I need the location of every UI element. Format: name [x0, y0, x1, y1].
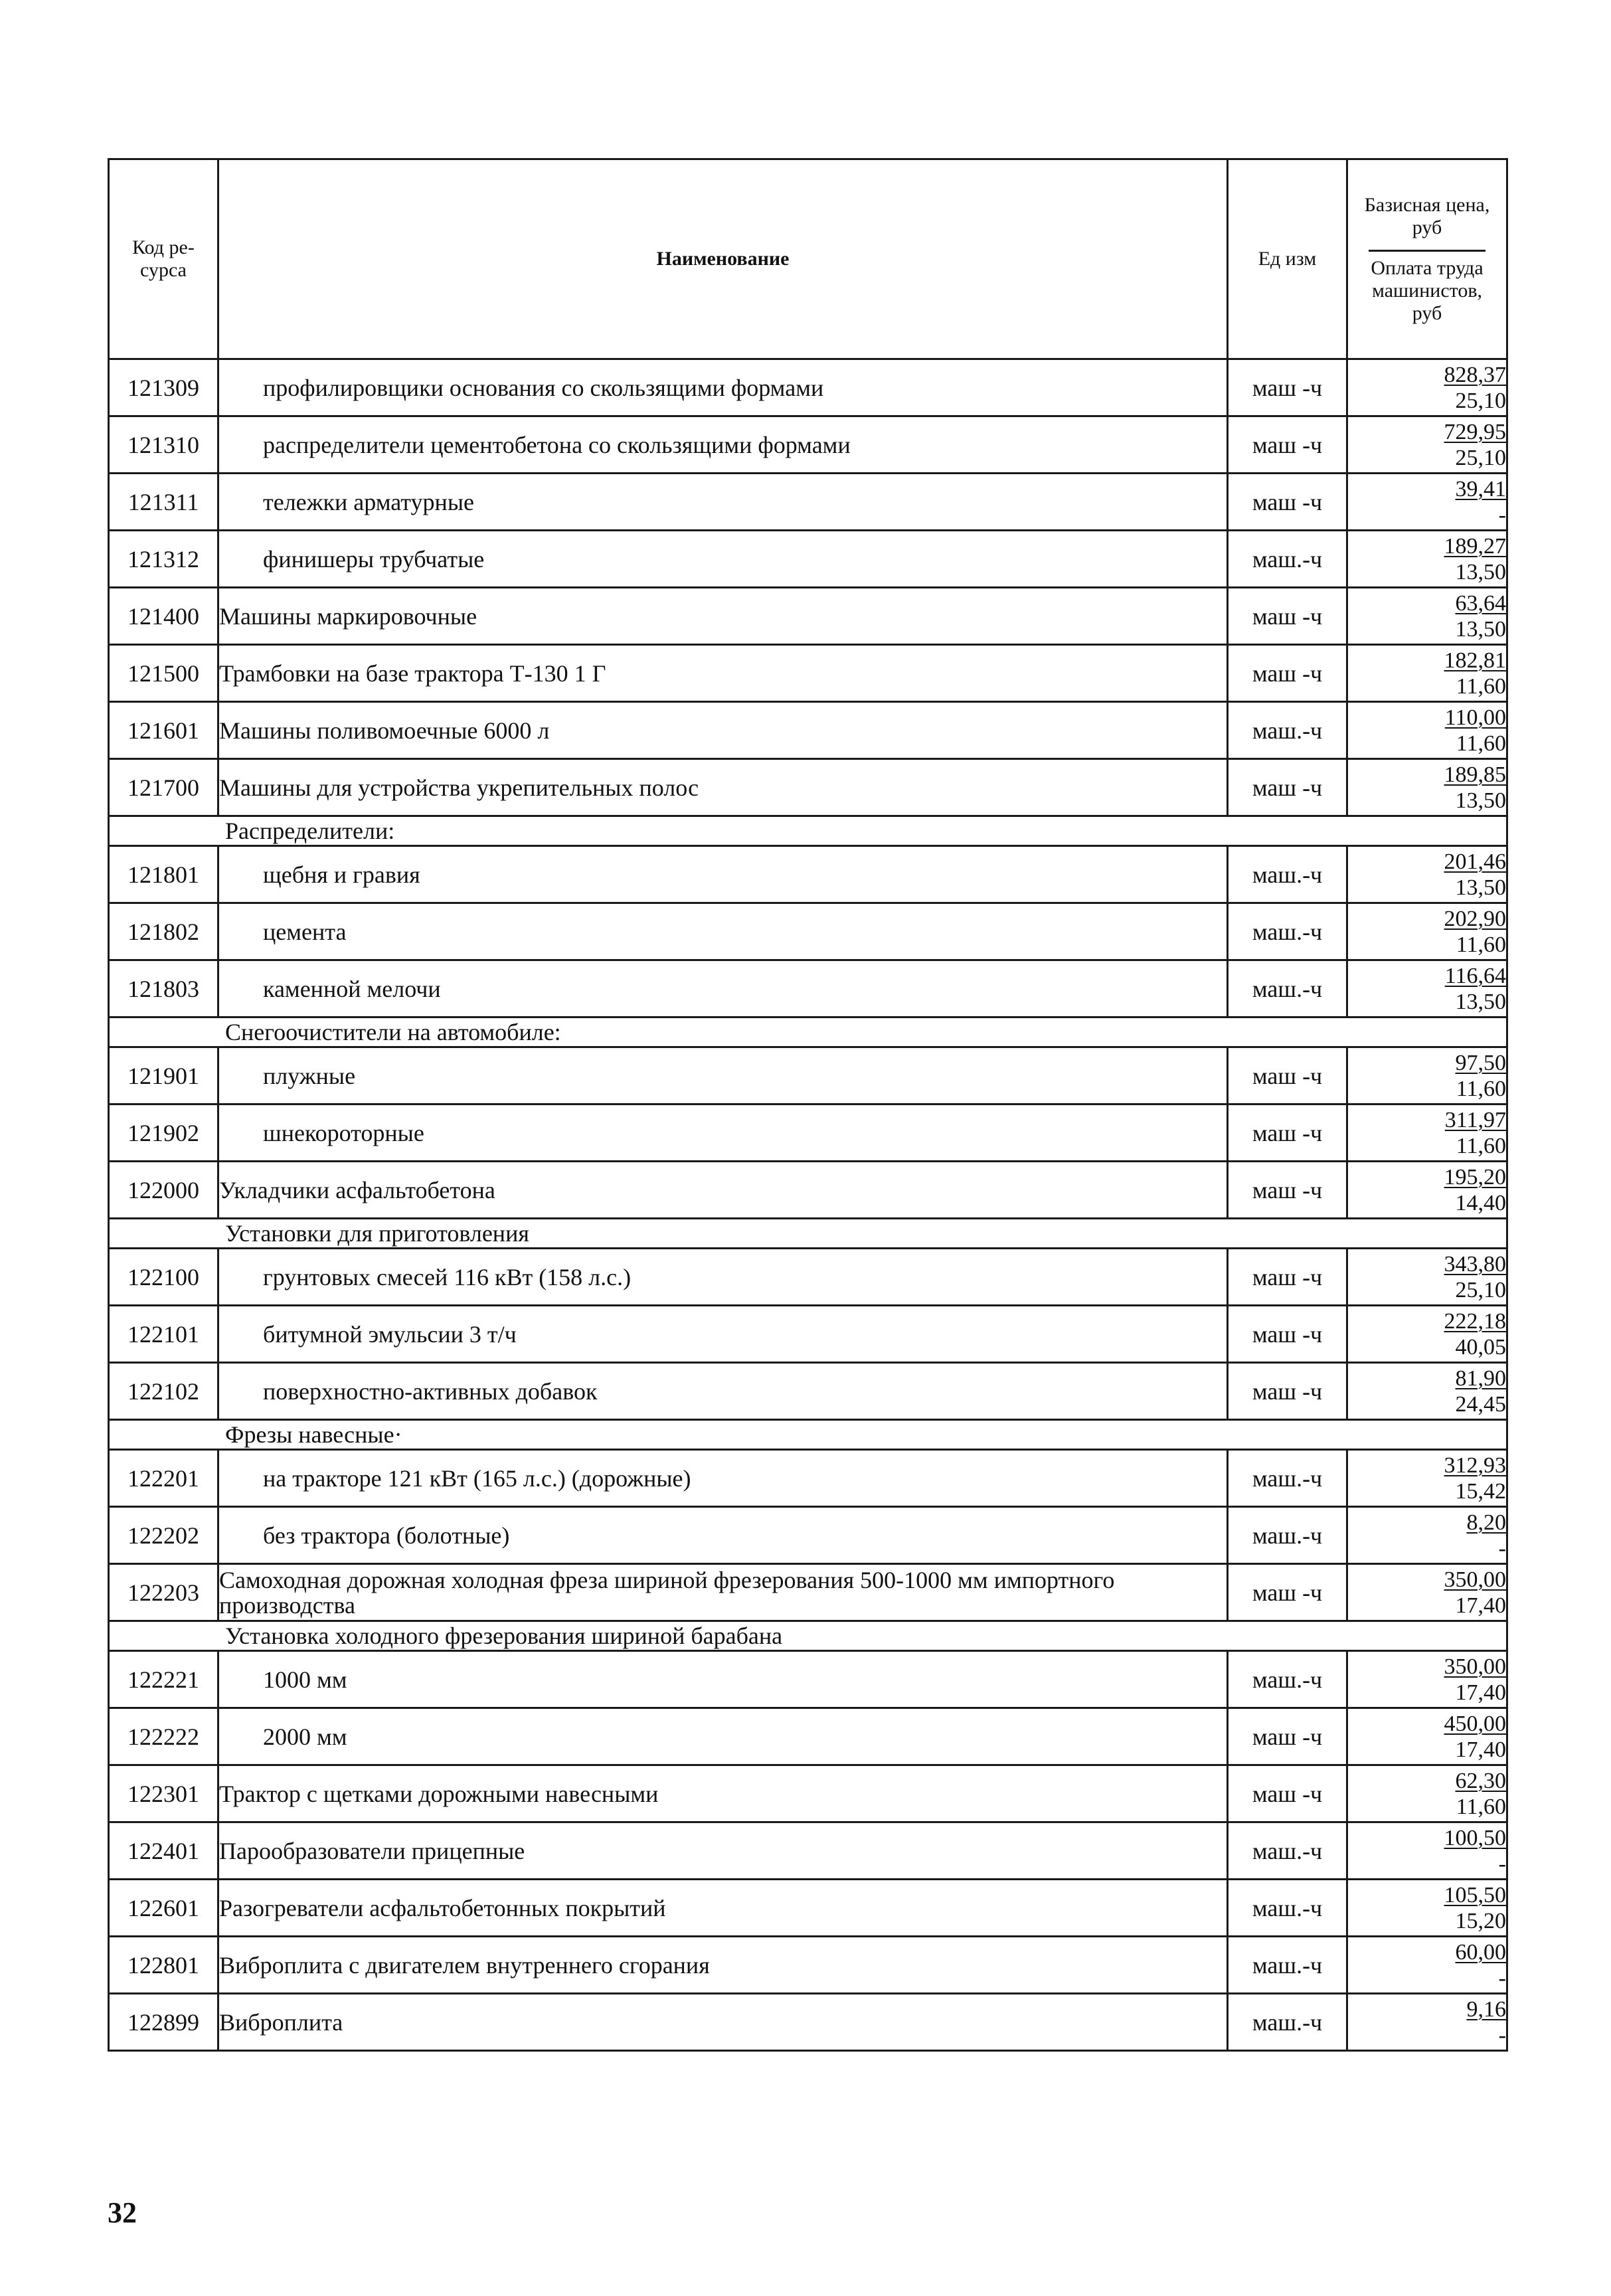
- resource-code: 122203: [109, 1564, 218, 1621]
- price-cell: [1347, 1651, 1507, 1708]
- base-price: 8,20: [1466, 1510, 1506, 1535]
- unit-of-measure: маш.-ч: [1228, 903, 1347, 960]
- price-cell: [1347, 359, 1507, 416]
- operator-wage: -: [1498, 2022, 1506, 2048]
- resource-code: 121801: [109, 846, 218, 903]
- resource-name: 1000 мм: [218, 1651, 1228, 1708]
- resource-name: Машины поливомоечные 6000 л: [218, 702, 1228, 759]
- base-price: 182,81: [1444, 648, 1506, 673]
- resource-code: 121902: [109, 1104, 218, 1162]
- price-cell: [1347, 1249, 1507, 1306]
- table-header-row: [109, 159, 1507, 359]
- price-cell: [1347, 702, 1507, 759]
- unit-of-measure: маш -ч: [1228, 416, 1347, 474]
- table-row: [109, 1450, 1507, 1507]
- resource-code: 122801: [109, 1937, 218, 1994]
- operator-wage: 25,10: [1455, 1277, 1506, 1302]
- resource-code: 121601: [109, 702, 218, 759]
- price-cell: [1347, 531, 1507, 588]
- resource-code: 121901: [109, 1047, 218, 1104]
- header-unit: [1228, 159, 1347, 359]
- resource-code: 121311: [109, 474, 218, 531]
- table-row: [109, 359, 1507, 416]
- base-price: 195,20: [1444, 1164, 1506, 1190]
- table-row: [109, 1047, 1507, 1104]
- price-cell: [1347, 846, 1507, 903]
- price-cell: [1347, 1822, 1507, 1880]
- group-heading: Установки для приготовления: [109, 1219, 1507, 1249]
- price-cell: [1347, 903, 1507, 960]
- resource-code: 122000: [109, 1162, 218, 1219]
- base-price: 312,93: [1444, 1453, 1506, 1478]
- operator-wage: -: [1498, 1536, 1506, 1561]
- unit-of-measure: маш -ч: [1228, 1104, 1347, 1162]
- price-cell: [1347, 1306, 1507, 1363]
- resource-name: Трактор с щетками дорожными навесными: [218, 1765, 1228, 1822]
- resource-name: каменной мелочи: [218, 960, 1228, 1017]
- operator-wage: 14,40: [1455, 1190, 1506, 1215]
- resource-name: Разогреватели асфальтобетонных покрытий: [218, 1880, 1228, 1937]
- resource-code: 122101: [109, 1306, 218, 1363]
- price-cell: [1347, 416, 1507, 474]
- operator-wage: 11,60: [1456, 1794, 1506, 1819]
- group-heading-row: [109, 1621, 1507, 1651]
- resource-name: распределители цементобетона со скользящими формами: [218, 416, 1228, 474]
- unit-of-measure: маш.-ч: [1228, 1450, 1347, 1507]
- unit-of-measure: маш -ч: [1228, 1306, 1347, 1363]
- unit-of-measure: маш -ч: [1228, 588, 1347, 645]
- base-price: 450,00: [1444, 1711, 1506, 1736]
- operator-wage: 11,60: [1456, 731, 1506, 756]
- unit-of-measure: маш -ч: [1228, 1047, 1347, 1104]
- operator-wage: 17,40: [1455, 1680, 1506, 1705]
- unit-of-measure: маш.-ч: [1228, 846, 1347, 903]
- operator-wage: 17,40: [1455, 1737, 1506, 1762]
- table-row: [109, 1162, 1507, 1219]
- base-price: 311,97: [1444, 1107, 1506, 1132]
- operator-wage: 40,05: [1455, 1334, 1506, 1360]
- operator-wage: 11,60: [1456, 1076, 1506, 1101]
- base-price: 343,80: [1444, 1251, 1506, 1277]
- base-price: 62,30: [1455, 1768, 1506, 1793]
- base-price: 201,46: [1444, 849, 1506, 874]
- resource-name: шнекороторные: [218, 1104, 1228, 1162]
- resource-code: 122201: [109, 1450, 218, 1507]
- table-row: [109, 1363, 1507, 1420]
- resource-name: грунтовых смесей 116 кВт (158 л.с.): [218, 1249, 1228, 1306]
- header-code-label: Код ре- сурса: [132, 236, 195, 281]
- table-row: [109, 702, 1507, 759]
- base-price: 81,90: [1455, 1366, 1506, 1391]
- base-price: 110,00: [1444, 705, 1506, 730]
- operator-wage: 13,50: [1455, 788, 1506, 813]
- unit-of-measure: маш.-ч: [1228, 1880, 1347, 1937]
- operator-wage: -: [1498, 1965, 1506, 1990]
- resource-name: щебня и гравия: [218, 846, 1228, 903]
- resource-name: Машины маркировочные: [218, 588, 1228, 645]
- table-row: [109, 903, 1507, 960]
- price-cell: [1347, 1363, 1507, 1420]
- resource-name: плужные: [218, 1047, 1228, 1104]
- unit-of-measure: маш -ч: [1228, 1162, 1347, 1219]
- operator-wage: 13,50: [1455, 616, 1506, 642]
- base-price: 350,00: [1444, 1567, 1506, 1592]
- header-price: [1347, 159, 1507, 359]
- header-name: [218, 159, 1228, 359]
- price-cell: [1347, 960, 1507, 1017]
- table-row: [109, 474, 1507, 531]
- operator-wage: 13,50: [1455, 989, 1506, 1014]
- resource-code: 121400: [109, 588, 218, 645]
- header-name-label: Наименование: [656, 248, 790, 270]
- price-cell: [1347, 1047, 1507, 1104]
- base-price: 39,41: [1455, 476, 1506, 501]
- operator-wage: 15,42: [1455, 1478, 1506, 1504]
- resource-name: Трамбовки на базе трактора Т-130 1 Г: [218, 645, 1228, 702]
- table-row: [109, 846, 1507, 903]
- resource-code: 122899: [109, 1994, 218, 2051]
- resource-name: тележки арматурные: [218, 474, 1228, 531]
- resource-name: финишеры трубчатые: [218, 531, 1228, 588]
- base-price: 729,95: [1444, 419, 1506, 444]
- page-number: 32: [108, 2196, 137, 2229]
- unit-of-measure: маш.-ч: [1228, 531, 1347, 588]
- resource-name: Виброплита: [218, 1994, 1228, 2051]
- resource-price-table: [108, 158, 1508, 2052]
- base-price: 189,27: [1444, 533, 1506, 559]
- resource-name: без трактора (болотные): [218, 1507, 1228, 1564]
- resource-name: поверхностно-активных добавок: [218, 1363, 1228, 1420]
- resource-code: 122102: [109, 1363, 218, 1420]
- resource-name: 2000 мм: [218, 1708, 1228, 1765]
- resource-code: 122601: [109, 1880, 218, 1937]
- header-wage-label: Оплата труда машинистов, руб: [1371, 256, 1484, 324]
- operator-wage: 11,60: [1456, 673, 1506, 699]
- operator-wage: 25,10: [1455, 445, 1506, 470]
- unit-of-measure: маш.-ч: [1228, 1507, 1347, 1564]
- base-price: 97,50: [1455, 1050, 1506, 1075]
- resource-code: 122100: [109, 1249, 218, 1306]
- price-cell: [1347, 1765, 1507, 1822]
- resource-code: 122401: [109, 1822, 218, 1880]
- table-row: [109, 1708, 1507, 1765]
- price-cell: [1347, 1507, 1507, 1564]
- base-price: 116,64: [1444, 963, 1506, 988]
- resource-code: 121700: [109, 759, 218, 816]
- unit-of-measure: маш.-ч: [1228, 960, 1347, 1017]
- base-price: 100,50: [1444, 1825, 1506, 1850]
- base-price: 63,64: [1455, 590, 1506, 616]
- price-cell: [1347, 645, 1507, 702]
- price-cell: [1347, 1104, 1507, 1162]
- unit-of-measure: маш -ч: [1228, 359, 1347, 416]
- unit-of-measure: маш -ч: [1228, 759, 1347, 816]
- resource-code: 122221: [109, 1651, 218, 1708]
- group-heading-row: [109, 1219, 1507, 1249]
- resource-name: битумной эмульсии 3 т/ч: [218, 1306, 1228, 1363]
- group-heading-row: [109, 816, 1507, 846]
- resource-code: 121309: [109, 359, 218, 416]
- operator-wage: 15,20: [1455, 1908, 1506, 1933]
- price-cell: [1347, 474, 1507, 531]
- table-row: [109, 1880, 1507, 1937]
- price-cell: [1347, 1450, 1507, 1507]
- table-row: [109, 1507, 1507, 1564]
- group-heading: Снегоочистители на автомобиле:: [109, 1017, 1507, 1047]
- header-divider: [1369, 250, 1485, 252]
- resource-code: 122222: [109, 1708, 218, 1765]
- table-row: [109, 1249, 1507, 1306]
- table-row: [109, 1994, 1507, 2051]
- header-unit-label: Ед изм: [1258, 248, 1317, 270]
- resource-name: Виброплита с двигателем внутреннего сгорания: [218, 1937, 1228, 1994]
- unit-of-measure: маш.-ч: [1228, 1937, 1347, 1994]
- group-heading: Фрезы навесные·: [109, 1420, 1507, 1450]
- unit-of-measure: маш -ч: [1228, 1765, 1347, 1822]
- price-cell: [1347, 1880, 1507, 1937]
- base-price: 202,90: [1444, 906, 1506, 931]
- price-cell: [1347, 1937, 1507, 1994]
- resource-name: Укладчики асфальтобетона: [218, 1162, 1228, 1219]
- header-code: [109, 159, 218, 359]
- unit-of-measure: маш.-ч: [1228, 1651, 1347, 1708]
- base-price: 9,16: [1466, 1996, 1506, 2022]
- resource-code: 121310: [109, 416, 218, 474]
- table-row: [109, 759, 1507, 816]
- base-price: 350,00: [1444, 1654, 1506, 1679]
- unit-of-measure: маш -ч: [1228, 474, 1347, 531]
- operator-wage: 25,10: [1455, 388, 1506, 413]
- resource-name: Парообразователи прицепные: [218, 1822, 1228, 1880]
- unit-of-measure: маш -ч: [1228, 1249, 1347, 1306]
- resource-name: цемента: [218, 903, 1228, 960]
- resource-name: Машины для устройства укрепительных полос: [218, 759, 1228, 816]
- group-heading: Распределители:: [109, 816, 1507, 846]
- table-row: [109, 588, 1507, 645]
- operator-wage: -: [1498, 1851, 1506, 1876]
- resource-code: 121500: [109, 645, 218, 702]
- unit-of-measure: маш.-ч: [1228, 1822, 1347, 1880]
- operator-wage: 17,40: [1455, 1593, 1506, 1618]
- unit-of-measure: маш.-ч: [1228, 1994, 1347, 2051]
- operator-wage: 13,50: [1455, 559, 1506, 584]
- operator-wage: 13,50: [1455, 875, 1506, 900]
- price-cell: [1347, 1162, 1507, 1219]
- unit-of-measure: маш.-ч: [1228, 702, 1347, 759]
- table-row: [109, 1822, 1507, 1880]
- resource-name: профилировщики основания со скользящими формами: [218, 359, 1228, 416]
- operator-wage: 11,60: [1456, 1133, 1506, 1158]
- price-cell: [1347, 759, 1507, 816]
- price-cell: [1347, 588, 1507, 645]
- group-heading-row: [109, 1017, 1507, 1047]
- resource-code: 121803: [109, 960, 218, 1017]
- price-cell: [1347, 1994, 1507, 2051]
- table-row: [109, 416, 1507, 474]
- base-price: 60,00: [1455, 1939, 1506, 1965]
- unit-of-measure: маш -ч: [1228, 1363, 1347, 1420]
- resource-code: 122202: [109, 1507, 218, 1564]
- table-row: [109, 1306, 1507, 1363]
- table-row: [109, 531, 1507, 588]
- unit-of-measure: маш -ч: [1228, 645, 1347, 702]
- base-price: 222,18: [1444, 1308, 1506, 1334]
- header-price-label: Базисная цена, руб: [1364, 193, 1490, 238]
- unit-of-measure: маш -ч: [1228, 1708, 1347, 1765]
- price-cell: [1347, 1708, 1507, 1765]
- base-price: 105,50: [1444, 1882, 1506, 1907]
- table-row: [109, 1765, 1507, 1822]
- resource-code: 122301: [109, 1765, 218, 1822]
- price-cell: [1347, 1564, 1507, 1621]
- base-price: 828,37: [1444, 362, 1506, 387]
- operator-wage: -: [1498, 502, 1506, 527]
- resource-code: 121802: [109, 903, 218, 960]
- operator-wage: 11,60: [1456, 932, 1506, 957]
- table-row: [109, 960, 1507, 1017]
- table-row: [109, 645, 1507, 702]
- table-row: [109, 1564, 1507, 1621]
- operator-wage: 24,45: [1455, 1391, 1506, 1417]
- group-heading: Установка холодного фрезерования шириной барабана: [109, 1621, 1507, 1651]
- table-row: [109, 1937, 1507, 1994]
- group-heading-row: [109, 1420, 1507, 1450]
- base-price: 189,85: [1444, 762, 1506, 787]
- table-row: [109, 1104, 1507, 1162]
- resource-name: на тракторе 121 кВт (165 л.с.) (дорожные): [218, 1450, 1228, 1507]
- table-row: [109, 1651, 1507, 1708]
- resource-code: 121312: [109, 531, 218, 588]
- unit-of-measure: маш -ч: [1228, 1564, 1347, 1621]
- resource-name: Самоходная дорожная холодная фреза шириной фрезерования 500-1000 мм импортного производства: [218, 1564, 1228, 1621]
